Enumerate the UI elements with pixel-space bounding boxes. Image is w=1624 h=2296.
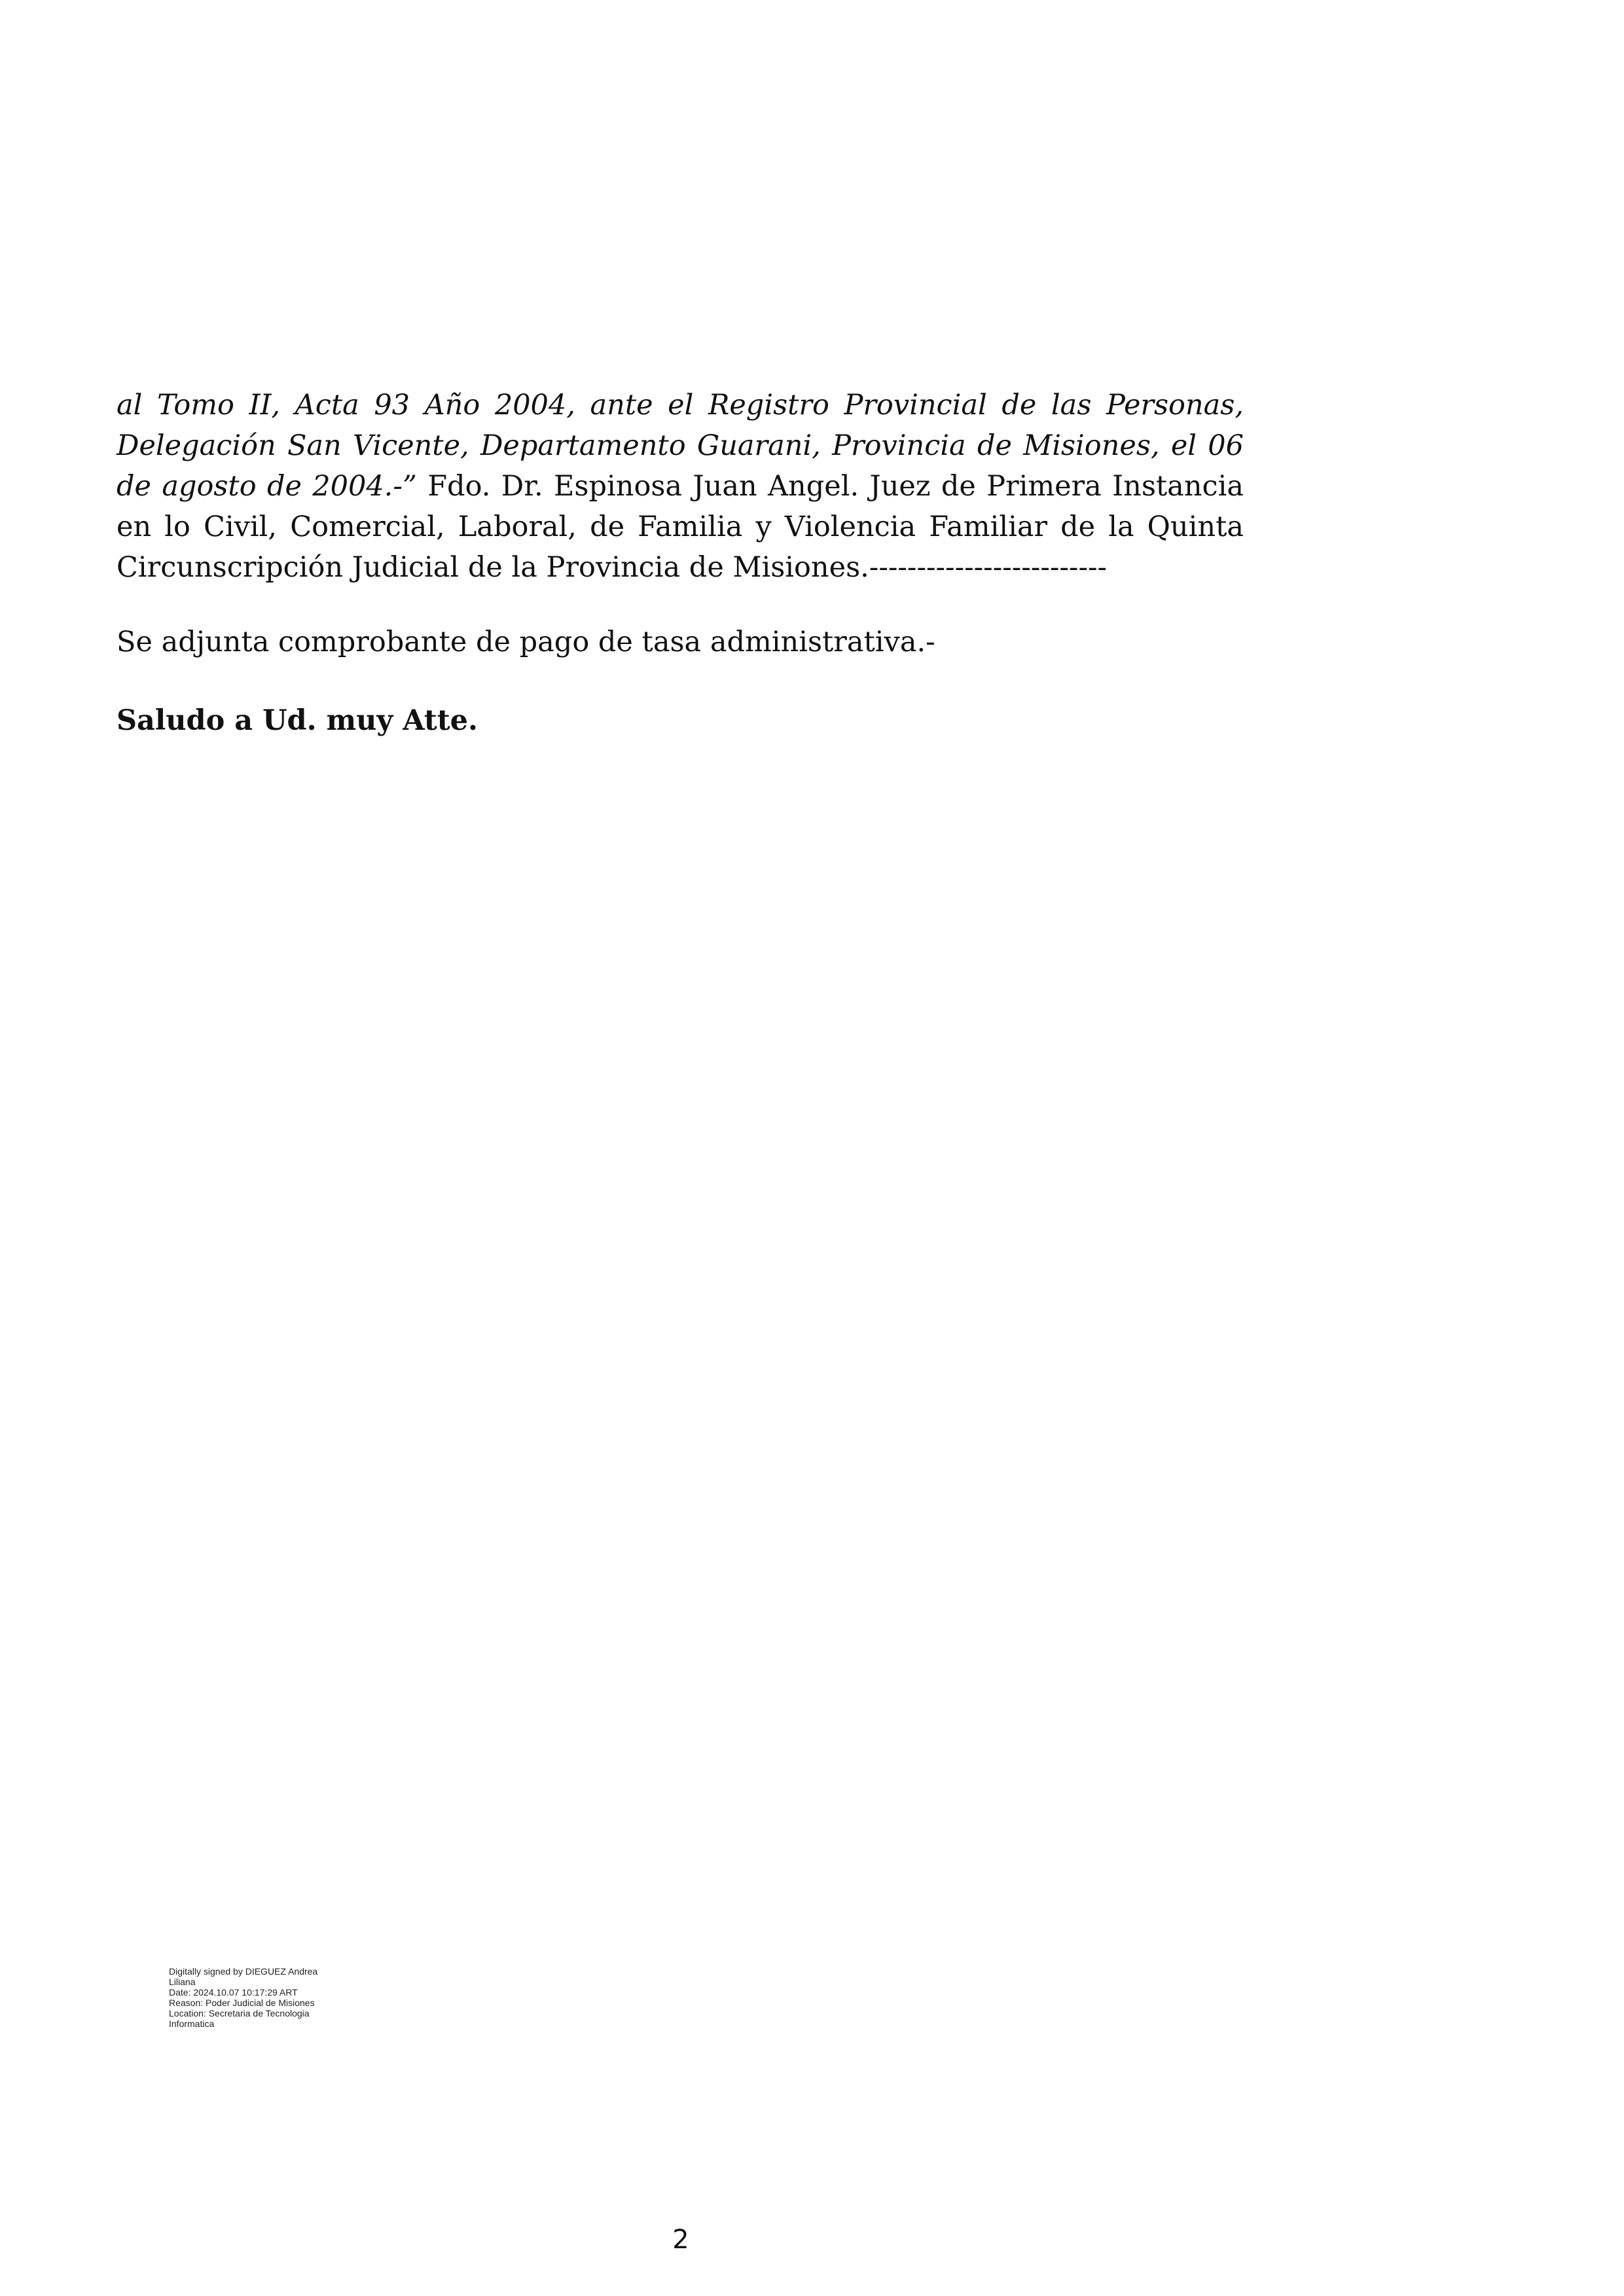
closing-quote: ”	[402, 470, 417, 503]
digital-signature-block	[169, 1966, 378, 2029]
signature-signed-by-cont: Liliana	[169, 1977, 196, 1987]
page-number: 2	[672, 2225, 689, 2255]
signature-date: Date: 2024.10.07 10:17:29 ART	[169, 1987, 298, 1998]
signature-location: Location: Secretaria de Tecnologia	[169, 2008, 310, 2018]
signature-reason: Reason: Poder Judicial de Misiones	[169, 1998, 315, 2008]
paragraph-attachment-note: Se adjunta comprobante de pago de tasa administrativa.-	[117, 626, 935, 658]
paragraph-regular-part: Fdo. Dr. Espinosa Juan Angel. Juez de Primera Instancia en lo Civil, Comercial, Laboral, de Familia y Violencia Familiar de la Quinta Circunscripción Judicial de la Provincia de Misiones.-------------------------	[117, 470, 1244, 584]
closing-salutation: Saludo a Ud. muy Atte.	[117, 704, 478, 737]
paragraph-italic-part: al Tomo II, Acta 93 Año 2004, ante el Registro Provincial de las Personas, Delegación San Vicente, Departamento Guarani, Provincia de Misiones, el 06 de agosto de 2004.-	[117, 389, 1244, 503]
signature-location-cont: Informatica	[169, 2018, 215, 2029]
paragraph-acta-details	[117, 385, 1244, 588]
signature-signed-by: Digitally signed by DIEGUEZ Andrea	[169, 1966, 318, 1977]
